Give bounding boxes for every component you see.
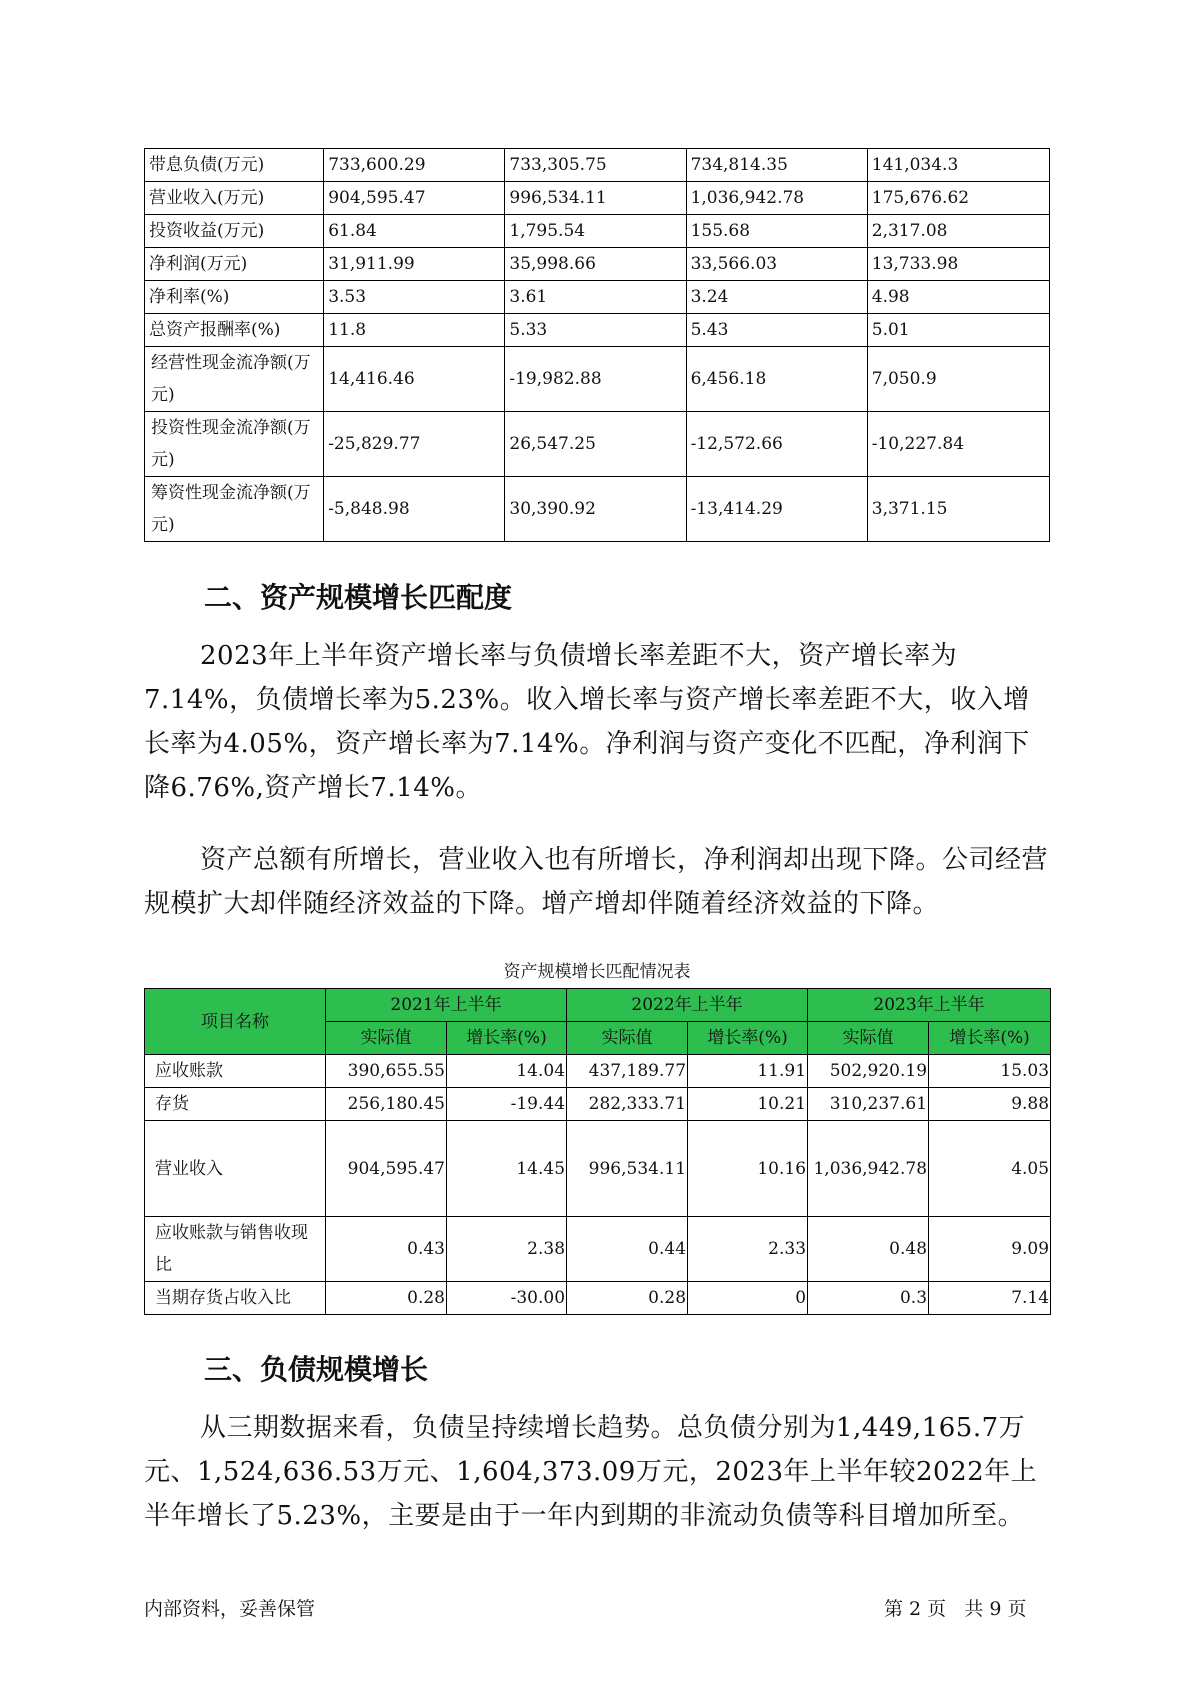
cell: -13,414.29	[686, 477, 867, 542]
cell: 0.48	[808, 1217, 929, 1282]
cell: 2,317.08	[867, 215, 1049, 248]
cell: 996,534.11	[567, 1121, 688, 1217]
table-row	[145, 477, 1050, 542]
table-row	[145, 1217, 1051, 1282]
cell: 733,600.29	[324, 149, 505, 182]
table-row	[145, 1282, 1051, 1315]
footer-page-number: 第 2 页 共 9 页	[884, 1598, 1027, 1620]
row-label: 当期存货占收入比	[145, 1282, 326, 1315]
sub-header-growth: 增长率(%)	[929, 1022, 1051, 1055]
table-row	[145, 1121, 1051, 1217]
table-row	[145, 347, 1050, 412]
cell: 5.33	[505, 314, 686, 347]
row-label: 营业收入(万元)	[145, 182, 324, 215]
cell: 733,305.75	[505, 149, 686, 182]
table-row	[145, 412, 1050, 477]
cell: -25,829.77	[324, 412, 505, 477]
cell: 26,547.25	[505, 412, 686, 477]
cell: 390,655.55	[326, 1055, 447, 1088]
cell: 0.43	[326, 1217, 447, 1282]
cell: 734,814.35	[686, 149, 867, 182]
cell: 0.28	[326, 1282, 447, 1315]
row-label: 经营性现金流净额(万元)	[145, 347, 324, 412]
row-label: 总资产报酬率(%)	[145, 314, 324, 347]
asset-growth-match-table	[144, 988, 1051, 1315]
cell: 0.44	[567, 1217, 688, 1282]
section-heading: 三、负债规模增长	[204, 1353, 429, 1386]
paragraph: 资产总额有所增长，营业收入也有所增长，净利润却出现下降。公司经营规模扩大却伴随经济效益的下降。增产增却伴随着经济效益的下降。	[144, 845, 1049, 919]
cell: 35,998.66	[505, 248, 686, 281]
row-label: 应收账款与销售收现比	[145, 1217, 326, 1282]
cell: 9.09	[929, 1217, 1051, 1282]
footer-confidential: 内部资料，妥善保管	[144, 1598, 316, 1620]
row-label: 存货	[145, 1088, 326, 1121]
table-row	[145, 215, 1050, 248]
cell: 11.8	[324, 314, 505, 347]
cell: 1,036,942.78	[686, 182, 867, 215]
period-header: 2022年上半年	[567, 989, 808, 1022]
table-row	[145, 248, 1050, 281]
cell: 141,034.3	[867, 149, 1049, 182]
table-row	[145, 149, 1050, 182]
sub-header-growth: 增长率(%)	[688, 1022, 808, 1055]
cell: 15.03	[929, 1055, 1051, 1088]
cell: 5.01	[867, 314, 1049, 347]
cell: 3.61	[505, 281, 686, 314]
cell: 13,733.98	[867, 248, 1049, 281]
cell: 1,036,942.78	[808, 1121, 929, 1217]
row-label: 净利率(%)	[145, 281, 324, 314]
cell: 310,237.61	[808, 1088, 929, 1121]
cell: 904,595.47	[326, 1121, 447, 1217]
period-header: 2021年上半年	[326, 989, 567, 1022]
sub-header-actual: 实际值	[808, 1022, 929, 1055]
table-row	[145, 314, 1050, 347]
cell: 7,050.9	[867, 347, 1049, 412]
table-row	[145, 1055, 1051, 1088]
cell: 175,676.62	[867, 182, 1049, 215]
cell: 10.21	[688, 1088, 808, 1121]
table-header-row	[145, 989, 1051, 1022]
cell: 2.38	[447, 1217, 567, 1282]
cell: -10,227.84	[867, 412, 1049, 477]
cell: 502,920.19	[808, 1055, 929, 1088]
cell: 256,180.45	[326, 1088, 447, 1121]
table-row	[145, 281, 1050, 314]
cell: 7.14	[929, 1282, 1051, 1315]
cell: 1,795.54	[505, 215, 686, 248]
cell: 33,566.03	[686, 248, 867, 281]
cell: 5.43	[686, 314, 867, 347]
paragraph: 2023年上半年资产增长率与负债增长率差距不大，资产增长率为7.14%，负债增长率为5.23%。收入增长率与资产增长率差距不大，收入增长率为4.05%，资产增长率为7.14%。净利润与资产变化不匹配，净利润下降6.76%,资产增长7.14%。	[144, 641, 1030, 803]
row-label: 带息负债(万元)	[145, 149, 324, 182]
cell: 4.98	[867, 281, 1049, 314]
row-label: 投资性现金流净额(万元)	[145, 412, 324, 477]
cell: 0	[688, 1282, 808, 1315]
cell: 6,456.18	[686, 347, 867, 412]
cell: 4.05	[929, 1121, 1051, 1217]
row-label: 投资收益(万元)	[145, 215, 324, 248]
cell: 31,911.99	[324, 248, 505, 281]
cell: 10.16	[688, 1121, 808, 1217]
row-label: 营业收入	[145, 1121, 326, 1217]
period-header: 2023年上半年	[808, 989, 1051, 1022]
cell: 14,416.46	[324, 347, 505, 412]
cell: -19.44	[447, 1088, 567, 1121]
table-caption: 资产规模增长匹配情况表	[503, 962, 691, 982]
cell: 2.33	[688, 1217, 808, 1282]
section-heading: 二、资产规模增长匹配度	[204, 581, 513, 614]
cell: 437,189.77	[567, 1055, 688, 1088]
cell: 9.88	[929, 1088, 1051, 1121]
cell: 3,371.15	[867, 477, 1049, 542]
row-label: 应收账款	[145, 1055, 326, 1088]
cell: 996,534.11	[505, 182, 686, 215]
cell: 0.28	[567, 1282, 688, 1315]
cell: 904,595.47	[324, 182, 505, 215]
paragraph: 从三期数据来看，负债呈持续增长趋势。总负债分别为1,449,165.7万元、1,524,636.53万元、1,604,373.09万元，2023年上半年较2022年上半年增长了5.23%，主要是由于一年内到期的非流动负债等科目增加所至。	[144, 1413, 1038, 1531]
cell: 0.3	[808, 1282, 929, 1315]
sub-header-actual: 实际值	[326, 1022, 447, 1055]
cell: 61.84	[324, 215, 505, 248]
cell: -5,848.98	[324, 477, 505, 542]
cell: -30.00	[447, 1282, 567, 1315]
cell: 3.53	[324, 281, 505, 314]
cell: 11.91	[688, 1055, 808, 1088]
cell: -12,572.66	[686, 412, 867, 477]
table-row	[145, 1088, 1051, 1121]
cell: 14.04	[447, 1055, 567, 1088]
sub-header-actual: 实际值	[567, 1022, 688, 1055]
cell: 30,390.92	[505, 477, 686, 542]
financial-indicators-table	[144, 148, 1050, 542]
table-row	[145, 182, 1050, 215]
cell: 14.45	[447, 1121, 567, 1217]
col-item-header: 项目名称	[145, 989, 326, 1055]
sub-header-growth: 增长率(%)	[447, 1022, 567, 1055]
row-label: 净利润(万元)	[145, 248, 324, 281]
cell: -19,982.88	[505, 347, 686, 412]
row-label: 筹资性现金流净额(万元)	[145, 477, 324, 542]
cell: 3.24	[686, 281, 867, 314]
cell: 155.68	[686, 215, 867, 248]
cell: 282,333.71	[567, 1088, 688, 1121]
